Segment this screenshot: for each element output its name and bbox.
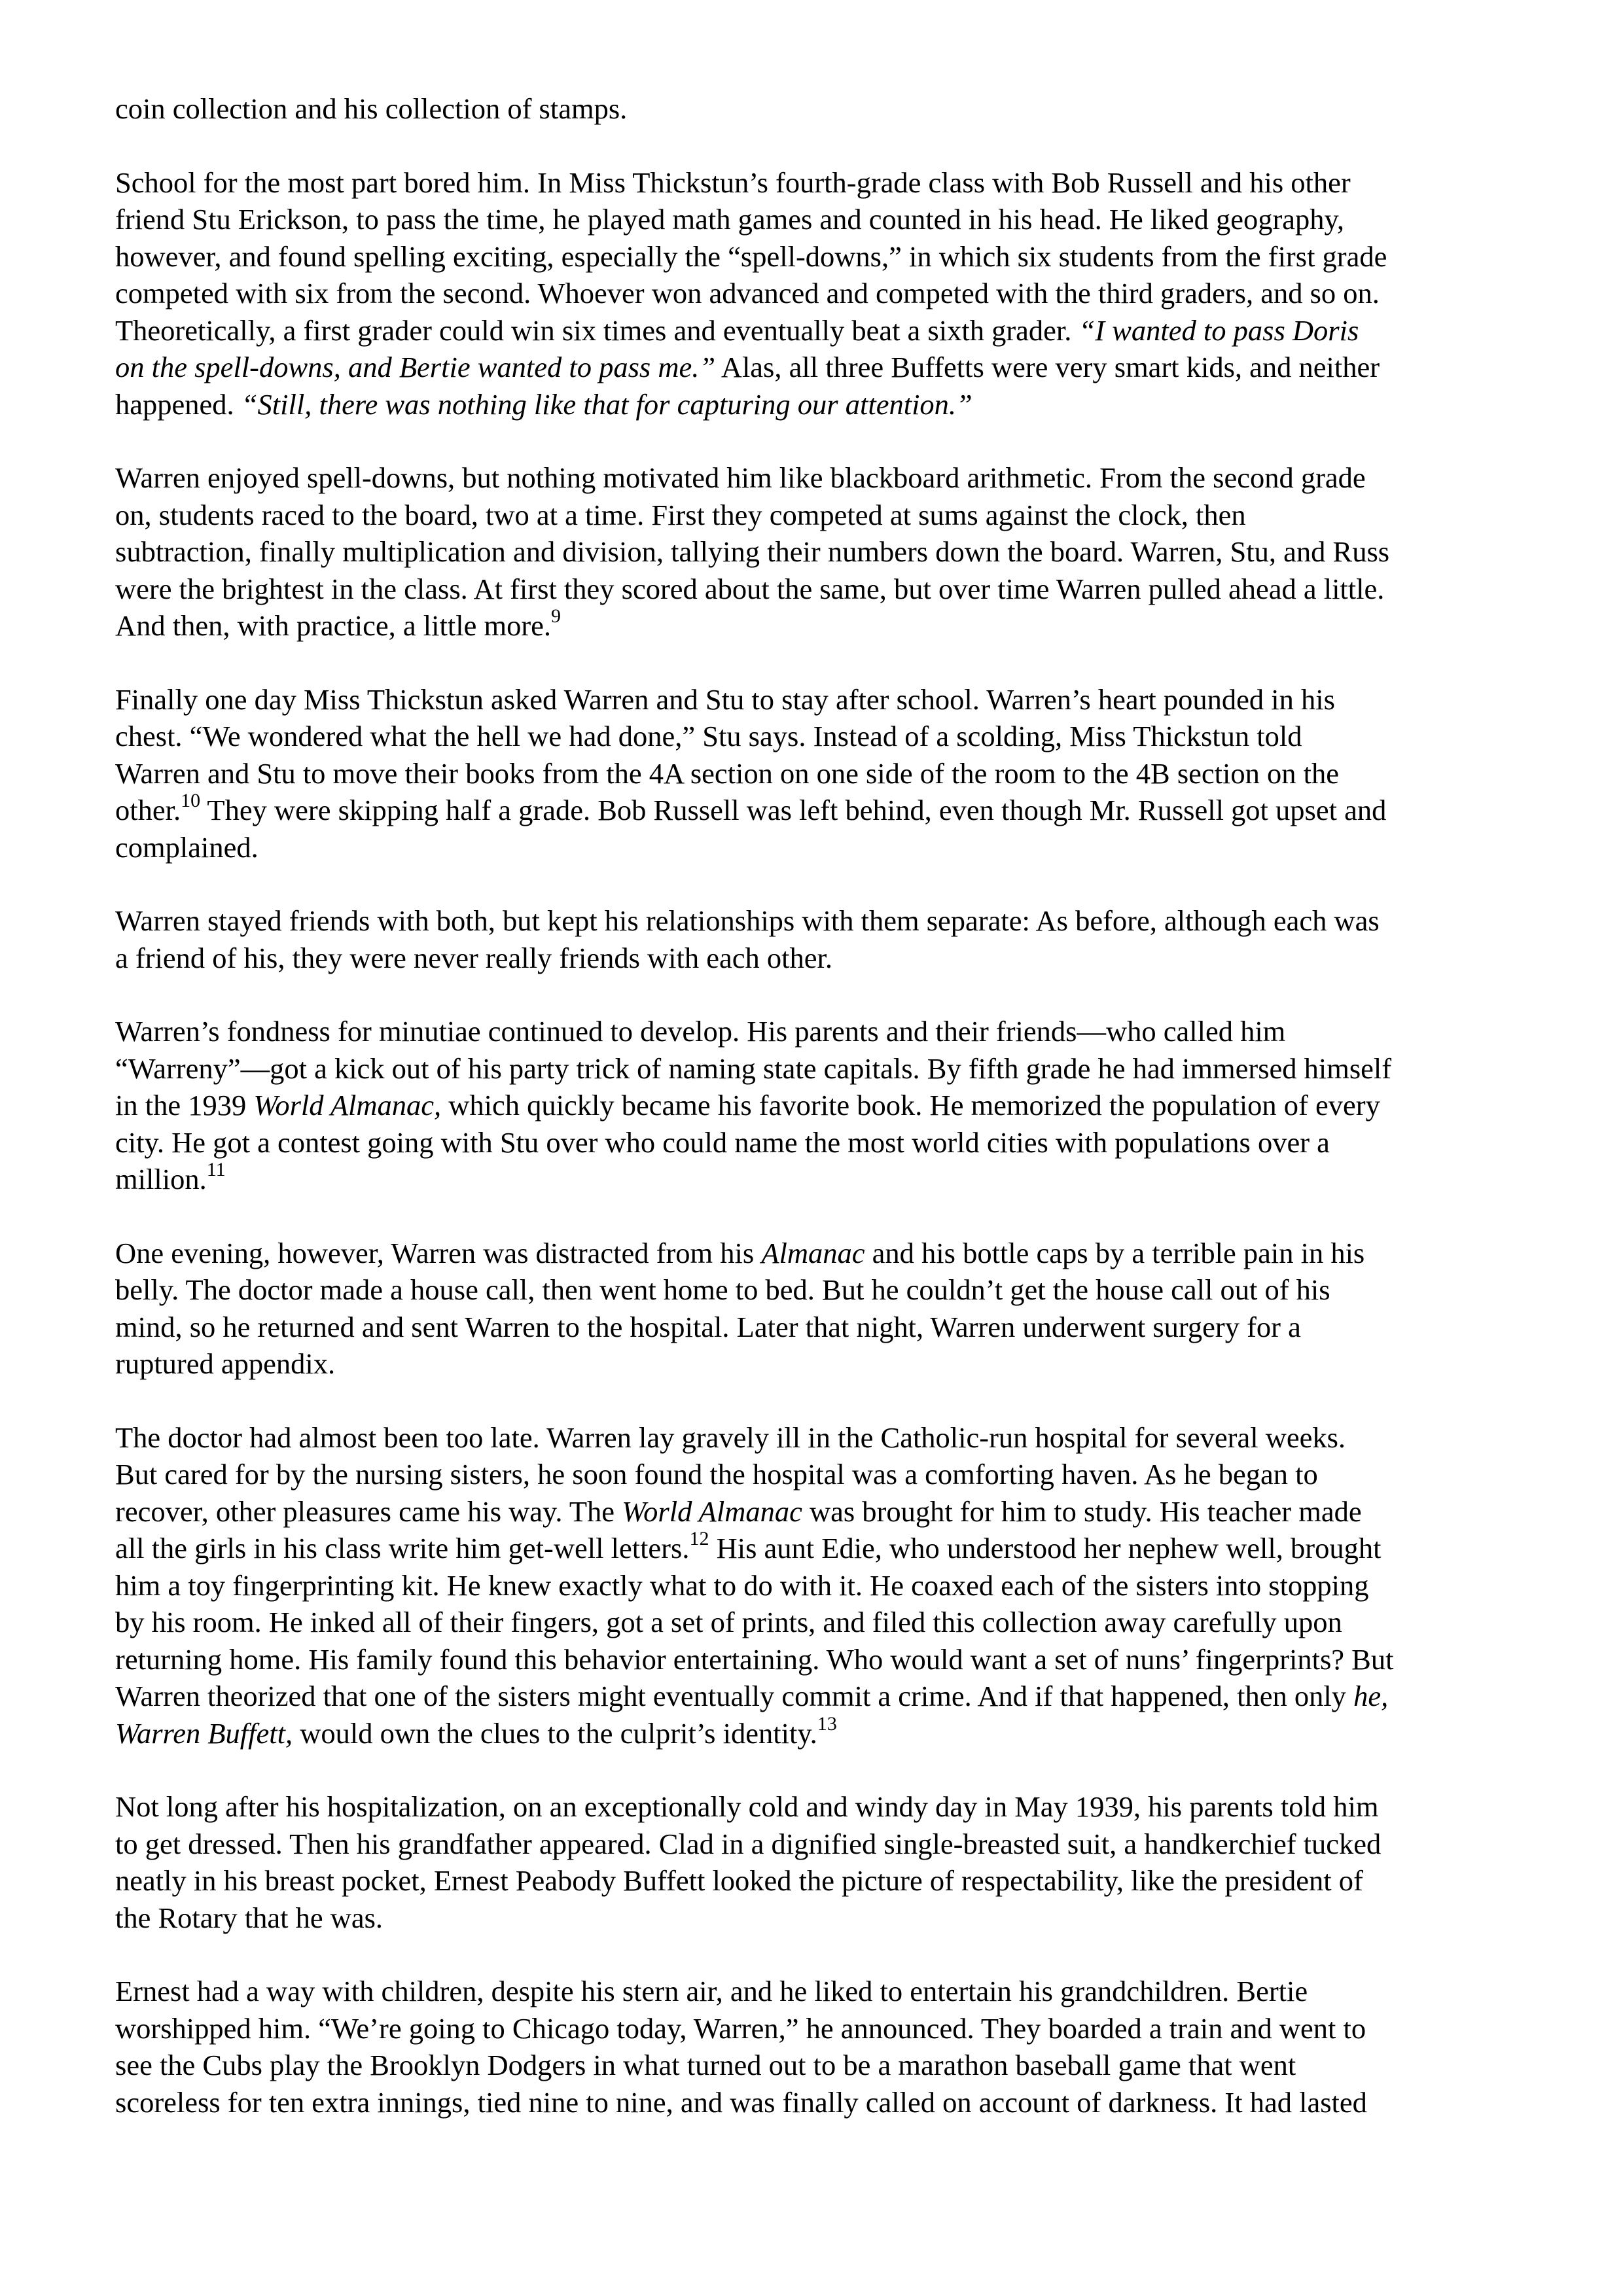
- text-line: [115, 1124, 1516, 1161]
- text-run: Theoretically, a first grader could win six times and eventually beat a sixth grader.: [115, 313, 1079, 347]
- text-run: subtraction, finally multiplication and division, tallying their numbers down the board. Warren, Stu, and Russ: [115, 535, 1390, 568]
- text-run: Warren and Stu to move their books from the 4A section on one side of the room to the 4B section on the: [115, 756, 1339, 790]
- text-run: Warren stayed friends with both, but kept his relationships with them separate: As before, although each was: [115, 904, 1380, 937]
- text-run: Ernest had a way with children, despite his stern air, and he liked to entertain his grandchildren. Bertie: [115, 1975, 1308, 2007]
- text-run: the Rotary that he was.: [115, 1901, 383, 1934]
- italic-text: “Still, there was nothing like that for capturing our attention.”: [241, 387, 972, 421]
- footnote-reference: 9: [551, 605, 562, 627]
- text-run: him a toy fingerprinting kit. He knew exactly what to do with it. He coaxed each of the sisters into stopping: [115, 1568, 1369, 1602]
- text-line: [115, 1013, 1516, 1050]
- text-run: worshipped him. “We’re going to Chicago today, Warren,” he announced. They boarded a train and went to: [115, 2011, 1366, 2045]
- text-line: [115, 1271, 1516, 1309]
- italic-text: on the spell-downs, and Bertie wanted to pass me.”: [115, 351, 716, 383]
- italic-text: World Almanac,: [253, 1089, 442, 1122]
- text-line: [115, 1899, 1516, 1937]
- text-run: in the 1939: [115, 1089, 254, 1122]
- document-page: [115, 90, 1516, 2121]
- text-line: [115, 1530, 1516, 1567]
- text-run: was brought for him to study. His teacher made: [802, 1494, 1362, 1528]
- text-run: neatly in his breast pocket, Ernest Peabody Buffett looked the picture of respectability, like the president of: [115, 1864, 1363, 1897]
- text-line: [115, 90, 1516, 128]
- footnote-reference: 12: [689, 1528, 709, 1550]
- text-run: chest. “We wondered what the hell we had done,” Stu says. Instead of a scolding, Miss Thickstun told: [115, 720, 1302, 752]
- text-run: would own the clues to the culprit’s identity.: [293, 1716, 817, 1750]
- text-line: [115, 1419, 1516, 1457]
- text-line: [115, 940, 1516, 977]
- text-run: and his bottle caps by a terrible pain in his: [865, 1236, 1365, 1269]
- text-run: Warren’s fondness for minutiae continued to develop. His parents and their friends—who called him: [115, 1015, 1286, 1048]
- text-run: Warren enjoyed spell-downs, but nothing motivated him like blackboard arithmetic. From the second grade: [115, 461, 1366, 494]
- text-run: One evening, however, Warren was distracted from his: [115, 1236, 762, 1269]
- text-line: [115, 1345, 1516, 1383]
- body-paragraph: [115, 1419, 1516, 1752]
- text-line: [115, 238, 1516, 275]
- text-line: [115, 1456, 1516, 1493]
- text-line: [115, 1678, 1516, 1715]
- text-run: complained.: [115, 830, 259, 864]
- italic-text: Warren Buffett,: [115, 1716, 293, 1750]
- text-run: His aunt Edie, who understood her nephew well, brought: [709, 1532, 1382, 1564]
- text-line: [115, 829, 1516, 866]
- text-line: [115, 902, 1516, 940]
- text-line: [115, 2047, 1516, 2084]
- text-run: And then, with practice, a little more.: [115, 609, 552, 642]
- body-paragraph: [115, 164, 1516, 423]
- text-run: city. He got a contest going with Stu over who could name the most world cities with populations over a: [115, 1125, 1330, 1159]
- text-line: [115, 2084, 1516, 2121]
- text-run: coin collection and his collection of stamps.: [115, 92, 628, 125]
- text-line: [115, 1050, 1516, 1087]
- text-line: [115, 164, 1516, 202]
- text-run: million.: [115, 1163, 207, 1195]
- text-run: Finally one day Miss Thickstun asked Warren and Stu to stay after school. Warren’s heart pounded in his: [115, 682, 1335, 716]
- italic-text: he,: [1353, 1680, 1389, 1712]
- text-run: friend Stu Erickson, to pass the time, he played math games and counted in his head. He liked geography,: [115, 203, 1344, 236]
- text-line: [115, 607, 1516, 645]
- italic-text: “I wanted to pass Doris: [1079, 313, 1359, 347]
- text-line: [115, 718, 1516, 755]
- body-paragraph: [115, 1013, 1516, 1198]
- text-run: School for the most part bored him. In Miss Thickstun’s fourth-grade class with Bob Russell and his other: [115, 166, 1351, 199]
- body-paragraph: [115, 459, 1516, 645]
- text-run: by his room. He inked all of their fingers, got a set of prints, and filed this collection away carefully upon: [115, 1606, 1342, 1638]
- text-run: They were skipping half a grade. Bob Russell was left behind, even though Mr. Russell got upset and: [200, 794, 1387, 826]
- text-run: returning home. His family found this behavior entertaining. Who would want a set of nuns’ fingerprints? But: [115, 1642, 1394, 1676]
- text-line: [115, 1493, 1516, 1530]
- text-run: The doctor had almost been too late. Warren lay gravely ill in the Catholic-run hospital for several weeks.: [115, 1421, 1346, 1454]
- text-line: [115, 1161, 1516, 1198]
- text-run: recover, other pleasures came his way. The: [115, 1494, 622, 1528]
- text-line: [115, 2010, 1516, 2047]
- text-line: [115, 275, 1516, 312]
- body-paragraph: [115, 1973, 1516, 2121]
- text-run: other.: [115, 794, 181, 826]
- text-line: [115, 1309, 1516, 1346]
- body-paragraph: [115, 90, 1516, 128]
- text-line: [115, 1788, 1516, 1826]
- body-paragraph: [115, 1788, 1516, 1936]
- text-line: [115, 349, 1516, 386]
- italic-text: World Almanac: [622, 1494, 802, 1528]
- text-run: on, students raced to the board, two at a time. First they competed at sums against the clock, then: [115, 498, 1246, 531]
- text-run: Alas, all three Buffetts were very smart kids, and neither: [715, 351, 1380, 383]
- footnote-reference: 11: [206, 1159, 226, 1181]
- text-line: [115, 755, 1516, 792]
- text-run: were the brightest in the class. At first they scored about the same, but over time Warren pulled ahead a little.: [115, 572, 1385, 605]
- text-run: happened.: [115, 387, 241, 421]
- text-line: [115, 1604, 1516, 1641]
- text-line: [115, 681, 1516, 718]
- text-line: [115, 497, 1516, 534]
- text-run: however, and found spelling exciting, especially the “spell-downs,” in which six students from the first grade: [115, 239, 1387, 273]
- text-run: scoreless for ten extra innings, tied nine to nine, and was finally called on account of darkness. It had lasted: [115, 2085, 1367, 2119]
- text-run: ruptured appendix.: [115, 1347, 336, 1380]
- text-line: [115, 201, 1516, 238]
- body-paragraph: [115, 1235, 1516, 1383]
- text-line: [115, 1973, 1516, 2010]
- text-line: [115, 1826, 1516, 1863]
- text-line: [115, 533, 1516, 571]
- text-line: [115, 1862, 1516, 1899]
- text-run: all the girls in his class write him get-well letters.: [115, 1532, 690, 1564]
- text-line: [115, 312, 1516, 349]
- text-line: [115, 571, 1516, 608]
- text-line: [115, 386, 1516, 423]
- text-run: But cared for by the nursing sisters, he soon found the hospital was a comforting haven. As he began to: [115, 1458, 1318, 1491]
- italic-text: Almanac: [761, 1236, 865, 1269]
- text-run: which quickly became his favorite book. He memorized the population of every: [441, 1089, 1380, 1122]
- body-paragraph: [115, 902, 1516, 976]
- text-line: [115, 1087, 1516, 1124]
- footnote-reference: 13: [817, 1712, 837, 1735]
- footnote-reference: 10: [181, 790, 201, 812]
- text-run: to get dressed. Then his grandfather appeared. Clad in a dignified single-breasted suit, a handkerchief tucked: [115, 1827, 1382, 1860]
- text-line: [115, 1712, 1516, 1752]
- text-line: [115, 459, 1516, 497]
- text-run: mind, so he returned and sent Warren to the hospital. Later that night, Warren underwent surgery for a: [115, 1310, 1301, 1343]
- text-line: [115, 1641, 1516, 1678]
- text-line: [115, 1567, 1516, 1604]
- text-run: competed with six from the second. Whoever won advanced and competed with the third graders, and so on.: [115, 277, 1380, 309]
- text-run: Warren theorized that one of the sisters might eventually commit a crime. And if that happened, then only: [115, 1680, 1354, 1712]
- body-paragraph: [115, 681, 1516, 866]
- text-line: [115, 1235, 1516, 1272]
- text-run: a friend of his, they were never really friends with each other.: [115, 941, 832, 974]
- text-run: “Warreny”—got a kick out of his party trick of naming state capitals. By fifth grade he had immersed himself: [115, 1051, 1392, 1085]
- text-run: Not long after his hospitalization, on an exceptionally cold and windy day in May 1939, his parents told him: [115, 1790, 1379, 1823]
- text-run: see the Cubs play the Brooklyn Dodgers in what turned out to be a marathon baseball game that went: [115, 2049, 1296, 2081]
- text-line: [115, 792, 1516, 829]
- text-run: belly. The doctor made a house call, then went home to bed. But he couldn’t get the house call out of his: [115, 1273, 1330, 1306]
